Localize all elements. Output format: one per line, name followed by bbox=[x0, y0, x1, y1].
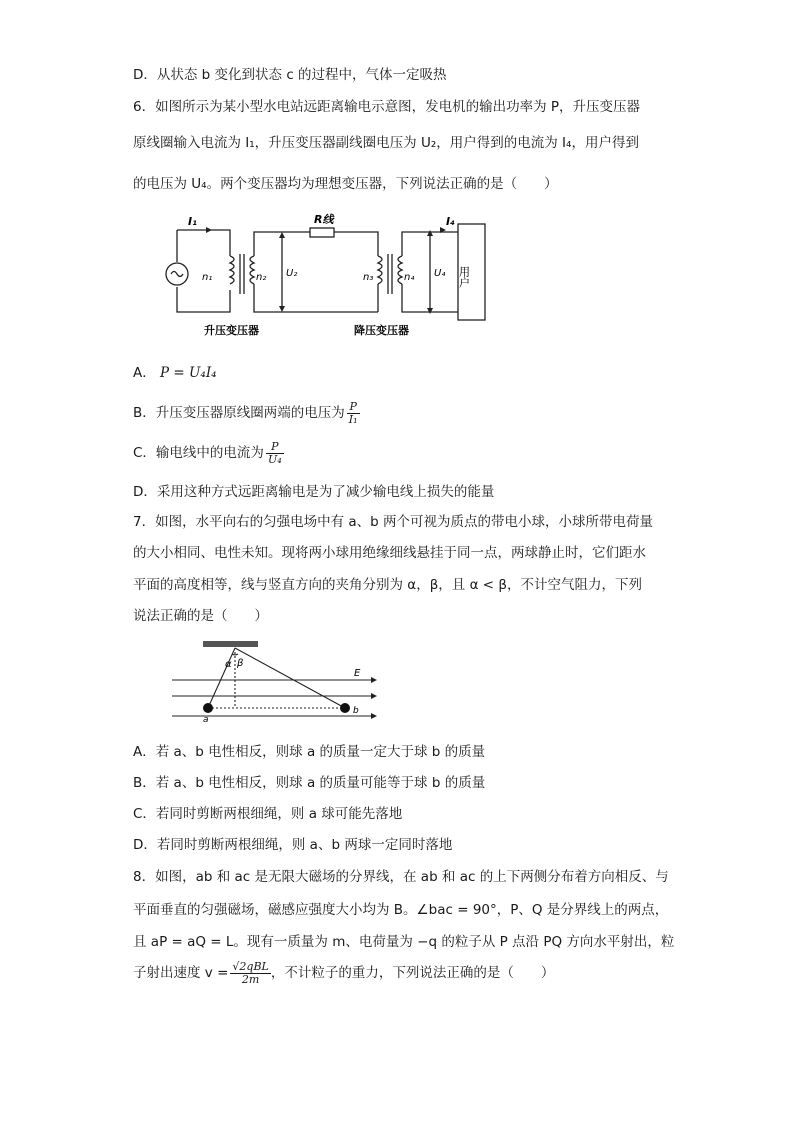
q6-option-b bbox=[133, 400, 360, 426]
label-a: a bbox=[203, 715, 209, 724]
fraction-numerator: √2qBL bbox=[232, 959, 269, 973]
q8-stem-4-prefix: 子射出速度 v = bbox=[133, 965, 229, 981]
velocity-fraction bbox=[230, 961, 270, 986]
label-alpha: α bbox=[225, 659, 232, 670]
q6-stem-line-1: 6．如图所示为某小型水电站远距离输电示意图，发电机的输出功率为 P，升压变压器 bbox=[133, 99, 641, 115]
q7-option-c: C．若同时剪断两根细绳，则 a 球可能先落地 bbox=[133, 806, 403, 822]
label-n3: n₃ bbox=[363, 272, 374, 283]
charged-balls-figure bbox=[170, 638, 385, 724]
fraction-numerator: P bbox=[271, 439, 279, 453]
fraction-numerator: P bbox=[349, 399, 357, 413]
q5-option-d: D．从状态 b 变化到状态 c 的过程中，气体一定吸热 bbox=[133, 67, 447, 83]
q6-option-c bbox=[133, 440, 284, 466]
label-beta: β bbox=[237, 658, 244, 669]
q8-stem-line-4 bbox=[133, 958, 554, 988]
q7-stem-line-2: 的大小相同、电性未知。现将两小球用绝缘细线悬挂于同一点，两球静止时，它们距水 bbox=[133, 545, 646, 561]
q6-option-a-expr: P = U₄I₄ bbox=[160, 365, 217, 381]
label-n4: n₄ bbox=[404, 272, 415, 283]
q7-stem-line-1: 7．如图，水平向右的匀强电场中有 a、b 两个可视为质点的带电小球，小球所带电荷量 bbox=[133, 514, 654, 530]
label-U2: U₂ bbox=[286, 268, 298, 279]
q6-option-a-label: A． bbox=[133, 365, 156, 381]
q8-stem-line-3: 且 aP = aQ = L。现有一质量为 m、电荷量为 −q 的粒子从 P 点沿 PQ 方向水平射出，粒 bbox=[133, 934, 675, 950]
label-step-down: 降压变压器 bbox=[354, 324, 409, 337]
label-E: E bbox=[354, 668, 361, 679]
q6-option-d: D．采用这种方式远距离输电是为了减少输电线上损失的能量 bbox=[133, 484, 495, 500]
q6-option-b-text: B．升压变压器原线圈两端的电压为 bbox=[133, 405, 345, 421]
q6-stem-line-2: 原线圈输入电流为 I₁，升压变压器副线圈电压为 U₂，用户得到的电流为 I₄，用户得到 bbox=[133, 135, 639, 151]
q8-stem-4-suffix: ，不计粒子的重力，下列说法正确的是（ ） bbox=[270, 965, 555, 981]
label-I4: I₄ bbox=[446, 215, 455, 228]
label-I1: I₁ bbox=[188, 215, 197, 228]
q7-stem-line-3: 平面的高度相等，线与竖直方向的夹角分别为 α，β，且 α < β，不计空气阻力，下列 bbox=[133, 577, 643, 593]
ball-a bbox=[203, 703, 213, 713]
label-n1: n₁ bbox=[202, 272, 213, 283]
q7-stem-line-4: 说法正确的是（ ） bbox=[133, 608, 268, 624]
q6-option-b-fraction bbox=[347, 401, 360, 426]
q6-option-a bbox=[133, 364, 217, 382]
fraction-denominator: 2m bbox=[230, 973, 270, 986]
label-n2: n₂ bbox=[256, 272, 267, 283]
q7-option-d: D．若同时剪断两根细绳，则 a、b 两球一定同时落地 bbox=[133, 837, 453, 853]
q8-stem-line-2: 平面垂直的匀强磁场，磁感应强度大小均为 B。∠bac = 90°，P、Q 是分界线上的两点， bbox=[133, 902, 669, 918]
q6-option-c-fraction bbox=[266, 441, 284, 466]
label-user: 用户 bbox=[457, 266, 471, 288]
q7-option-a: A．若 a、b 电性相反，则球 a 的质量一定大于球 b 的质量 bbox=[133, 744, 486, 760]
q6-option-c-text: C．输电线中的电流为 bbox=[133, 445, 264, 461]
transmission-circuit-figure bbox=[160, 210, 500, 342]
label-R: R线 bbox=[314, 213, 334, 226]
ball-b bbox=[340, 703, 350, 713]
fraction-denominator: U₄ bbox=[267, 452, 282, 466]
q6-stem-line-3: 的电压为 U₄。两个变压器均为理想变压器，下列说法正确的是（ ） bbox=[133, 176, 558, 192]
fraction-denominator: I₁ bbox=[348, 412, 358, 426]
q7-option-b: B．若 a、b 电性相反，则球 a 的质量可能等于球 b 的质量 bbox=[133, 775, 486, 791]
label-U4: U₄ bbox=[434, 268, 446, 279]
label-b: b bbox=[353, 706, 359, 716]
q8-stem-line-1: 8．如图，ab 和 ac 是无限大磁场的分界线，在 ab 和 ac 的上下两侧分布着方向相反、与 bbox=[133, 869, 669, 885]
label-step-up: 升压变压器 bbox=[204, 324, 259, 337]
